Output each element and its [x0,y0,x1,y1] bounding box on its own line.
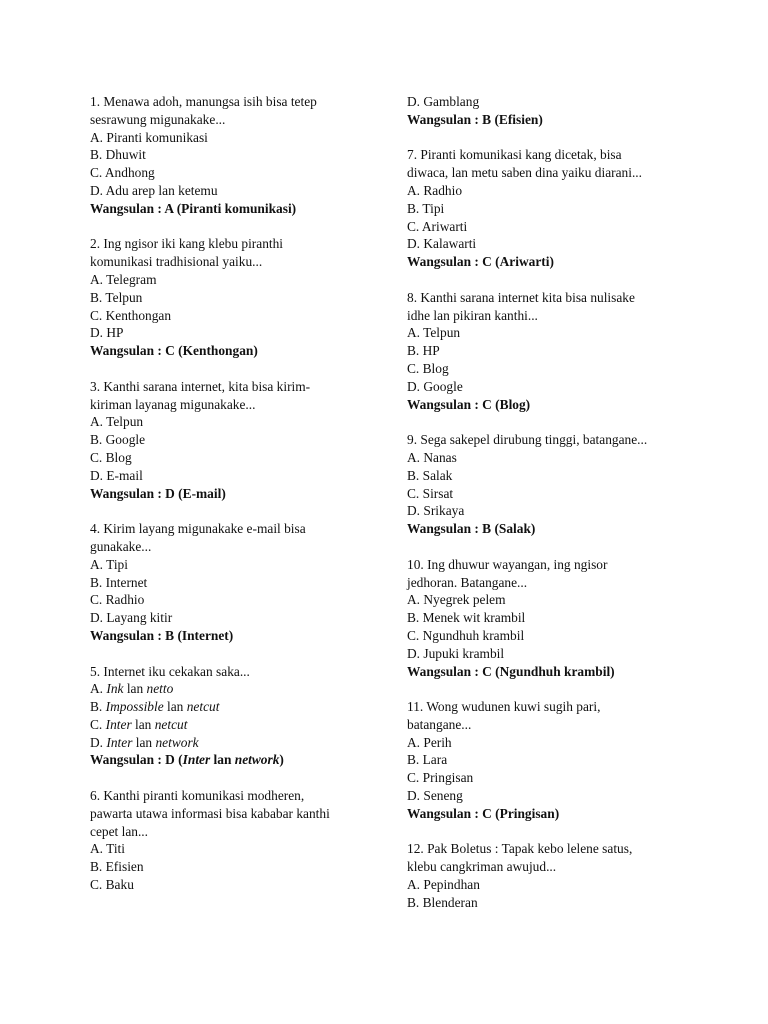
option-d: D. HP [90,325,124,341]
left-column [90,93,380,894]
question-text: idhe lan pikiran kanthi... [407,307,538,323]
option-b: B. Dhuwit [90,147,146,163]
option-a: A. Telpun [407,325,461,341]
option-b: B. Lara [407,752,448,768]
answer-line: Wangsulan : C (Pringisan) [407,805,560,821]
question-block [90,520,380,645]
answer-line: Wangsulan : C (Ariwarti) [407,254,554,270]
question-text: 6. Kanthi piranti komunikasi modheren, [90,788,305,804]
question-text: jedhoran. Batangane... [407,574,528,590]
question-text: gunakake... [90,538,152,554]
question-block [90,787,380,894]
option-b: B. Salak [407,467,453,483]
question-text: klebu cangkriman awujud... [407,859,557,875]
option-c: C. Baku [90,877,134,893]
question-text: 4. Kirim layang migunakake e-mail bisa [90,521,306,537]
question-block-continued [407,93,697,129]
option-c: C. Andhong [90,165,155,181]
option-b: B. Efisien [90,859,144,875]
question-text: diwaca, lan metu saben dina yaiku diarani... [407,165,642,181]
spacer [90,769,380,787]
option-a: A. Perih [407,734,452,750]
answer-line: Wangsulan : D (E-mail) [90,485,226,501]
option-d: D. Layang kitir [90,610,173,626]
option-b: B. Impossible lan netcut [90,699,220,715]
option-c: C. Ariwarti [407,218,468,234]
question-text: 10. Ing dhuwur wayangan, ing ngisor [407,556,608,572]
spacer [407,538,697,556]
question-block [407,431,697,538]
question-text: 9. Sega sakepel dirubung tinggi, batangane... [407,432,648,448]
option-d: D. Google [407,378,463,394]
option-d: D. Srikaya [407,503,465,519]
question-text: 5. Internet iku cekakan saka... [90,663,250,679]
question-text: 3. Kanthi sarana internet, kita bisa kirim- [90,378,311,394]
question-text: komunikasi tradhisional yaiku... [90,254,263,270]
answer-line: Wangsulan : C (Blog) [407,396,531,412]
spacer [90,218,380,236]
option-a: A. Telpun [90,414,144,430]
question-block [90,663,380,770]
question-text: 7. Piranti komunikasi kang dicetak, bisa [407,147,622,163]
option-b: B. Menek wit krambil [407,610,526,626]
spacer [90,645,380,663]
question-block [407,698,697,823]
option-c: C. Blog [407,360,449,376]
option-d: D. Jupuki krambil [407,645,505,661]
option-b: B. HP [407,343,440,359]
option-c: C. Kenthongan [90,307,172,323]
option-a: A. Piranti komunikasi [90,129,208,145]
spacer [407,823,697,841]
question-block [407,146,697,271]
question-block [90,93,380,218]
right-column [407,93,697,912]
question-block [90,378,380,503]
option-b: B. Telpun [90,289,143,305]
spacer [407,680,697,698]
option-b: B. Blenderan [407,894,478,910]
option-b: B. Internet [90,574,148,590]
option-b: B. Tipi [407,200,445,216]
question-text: 11. Wong wudunen kuwi sugih pari, [407,699,601,715]
option-c: C. Sirsat [407,485,454,501]
question-block [407,556,697,681]
answer-line: Wangsulan : C (Ngundhuh krambil) [407,663,615,679]
question-block [407,840,697,911]
option-c: C. Blog [90,449,132,465]
option-d: D. E-mail [90,467,143,483]
spacer [407,129,697,147]
question-text: kiriman layanag migunakake... [90,396,256,412]
option-a: A. Ink lan netto [90,681,174,697]
spacer [407,271,697,289]
question-text: 2. Ing ngisor iki kang klebu piranthi [90,236,284,252]
question-block [407,289,697,414]
spacer [90,502,380,520]
option-a: A. Radhio [407,182,463,198]
answer-line: Wangsulan : A (Piranti komunikasi) [90,200,297,216]
question-text: sesrawung migunakake... [90,111,226,127]
option-c: C. Pringisan [407,770,474,786]
question-text: pawarta utawa informasi bisa kababar kanthi [90,805,330,821]
question-text: batangane... [407,716,472,732]
option-c: C. Ngundhuh krambil [407,627,525,643]
option-a: A. Nanas [407,449,457,465]
answer-line: Wangsulan : C (Kenthongan) [90,343,258,359]
option-b: B. Google [90,432,146,448]
option-d: D. Kalawarti [407,236,477,252]
option-a: A. Telegram [90,271,157,287]
question-text: 12. Pak Boletus : Tapak kebo lelene satus, [407,841,633,857]
answer-line: Wangsulan : D (Inter lan network) [90,752,284,768]
answer-line: Wangsulan : B (Efisien) [407,111,543,127]
option-a: A. Nyegrek pelem [407,592,506,608]
option-c: C. Inter lan netcut [90,716,188,732]
question-text: cepet lan... [90,823,148,839]
option-d: D. Inter lan network [90,734,199,750]
option-d: D. Seneng [407,788,463,804]
option-a: A. Tipi [90,556,128,572]
spacer [90,360,380,378]
option-d: D. Gamblang [407,94,480,109]
question-text: 8. Kanthi sarana internet kita bisa nulisake [407,289,635,305]
question-block [90,235,380,360]
option-c: C. Radhio [90,592,145,608]
answer-line: Wangsulan : B (Internet) [90,627,234,643]
question-text: 1. Menawa adoh, manungsa isih bisa tetep [90,94,317,109]
option-a: A. Pepindhan [407,877,480,893]
spacer [407,413,697,431]
option-a: A. Titi [90,841,125,857]
option-d: D. Adu arep lan ketemu [90,182,218,198]
answer-line: Wangsulan : B (Salak) [407,521,536,537]
